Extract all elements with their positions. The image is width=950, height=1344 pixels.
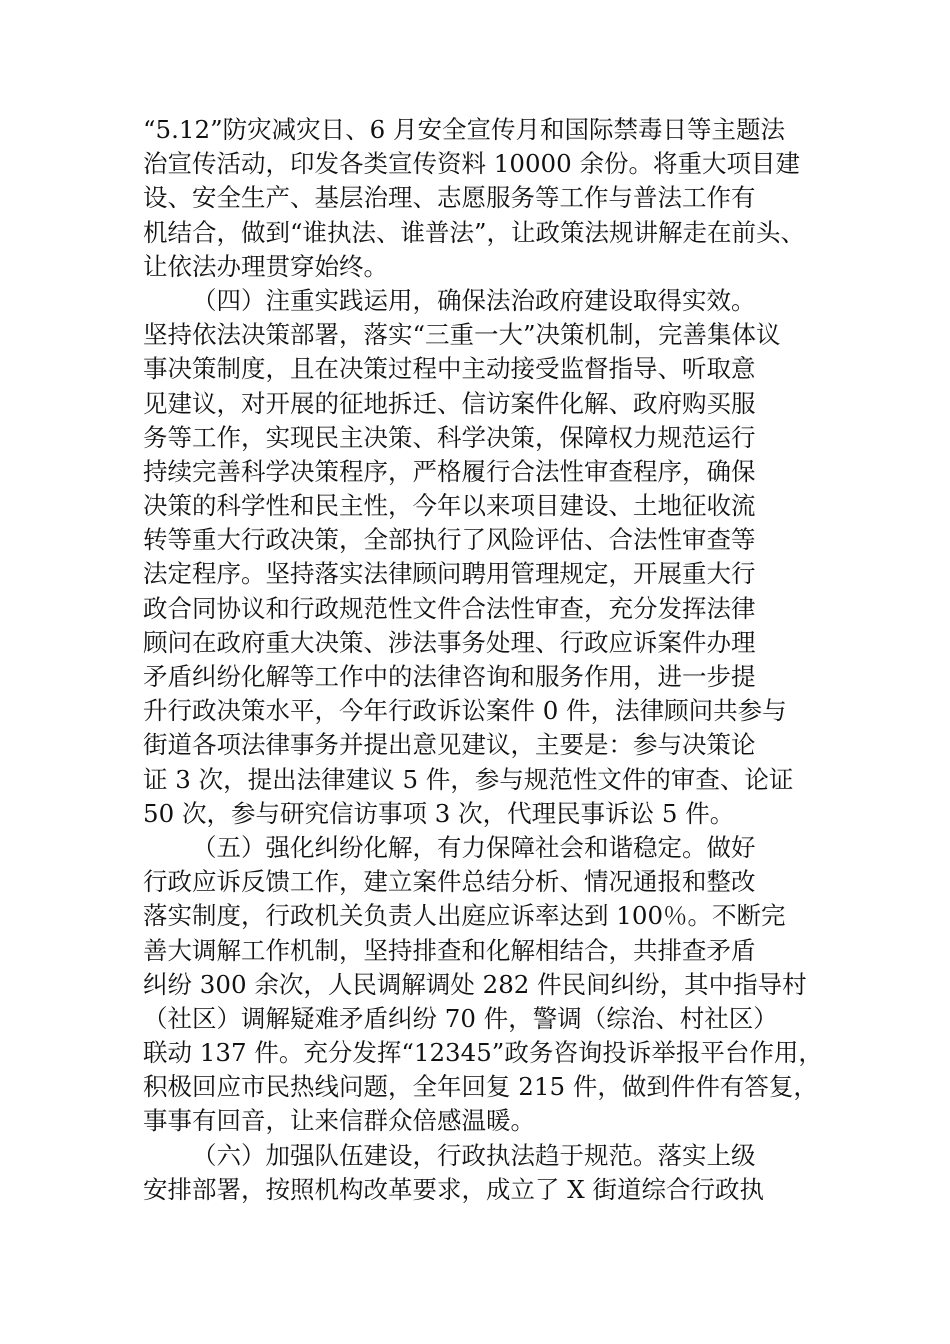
- text-line: 转等重大行政决策，全部执行了风险评估、合法性审查等: [143, 525, 756, 555]
- text-line: 50 次，参与研究信访事项 3 次，代理民事诉讼 5 件。: [143, 798, 735, 828]
- text-line: 安排部署，按照机构改革要求，成立了 X 街道综合行政执: [143, 1174, 765, 1204]
- text-line: 纠纷 300 余次，人民调解调处 282 件民间纠纷，其中指导村: [143, 969, 807, 999]
- text-line: （社区）调解疑难矛盾纠纷 70 件，警调（综治、村社区）: [143, 1003, 778, 1033]
- text-line: 联动 137 件。充分发挥“12345”政务咨询投诉举报平台作用，: [143, 1038, 823, 1068]
- body-text: [143, 113, 843, 1207]
- text-line: 见建议，对开展的征地拆迁、信访案件化解、政府购买服: [143, 388, 756, 418]
- text-line: 法定程序。坚持落实法律顾问聘用管理规定，开展重大行: [143, 559, 756, 589]
- text-line: 证 3 次，提出法律建议 5 件，参与规范性文件的审查、论证: [143, 764, 794, 794]
- text-line: 顾问在政府重大决策、涉法事务处理、行政应诉案件办理: [143, 627, 756, 657]
- text-line: 积极回应市民热线问题，全年回复 215 件，做到件件有答复，: [143, 1072, 818, 1102]
- text-line: 机结合，做到“谁执法、谁普法”，让政策法规讲解走在前头、: [143, 217, 806, 247]
- section-heading-five: （五）强化纠纷化解，有力保障社会和谐稳定。做好: [192, 832, 756, 862]
- text-line: 善大调解工作机制，坚持排查和化解相结合，共排查矛盾: [143, 935, 756, 965]
- text-line: 务等工作，实现民主决策、科学决策，保障权力规范运行: [143, 422, 756, 452]
- text-line: 事事有回音，让来信群众倍感温暖。: [143, 1106, 535, 1136]
- text-line: 持续完善科学决策程序，严格履行合法性审查程序，确保: [143, 456, 756, 486]
- text-line: 事决策制度，且在决策过程中主动接受监督指导、听取意: [143, 354, 756, 384]
- text-line: 街道各项法律事务并提出意见建议，主要是：参与决策论: [143, 730, 756, 760]
- section-heading-six: （六）加强队伍建设，行政执法趋于规范。落实上级: [192, 1140, 756, 1170]
- text-line: 行政应诉反馈工作，建立案件总结分析、情况通报和整改: [143, 867, 756, 897]
- text-line: 坚持依法决策部署，落实“三重一大”决策机制，完善集体议: [143, 320, 781, 350]
- text-line: 治宣传活动，印发各类宣传资料 10000 余份。将重大项目建: [143, 149, 801, 179]
- text-line: 落实制度，行政机关负责人出庭应诉率达到 100％。不断完: [143, 901, 786, 931]
- text-line: “5.12”防灾减灾日、6 月安全宣传月和国际禁毒日等主题法: [143, 115, 785, 144]
- text-line: 决策的科学性和民主性，今年以来项目建设、土地征收流: [143, 491, 756, 521]
- text-line: 让依法办理贯穿始终。: [143, 251, 388, 281]
- text-line: 设、安全生产、基层治理、志愿服务等工作与普法工作有: [143, 183, 756, 213]
- text-line: 升行政决策水平，今年行政诉讼案件 0 件，法律顾问共参与: [143, 696, 787, 726]
- text-line: 政合同协议和行政规范性文件合法性审查，充分发挥法律: [143, 593, 756, 623]
- text-line: 矛盾纠纷化解等工作中的法律咨询和服务作用，进一步提: [143, 662, 756, 691]
- section-heading-four: （四）注重实践运用，确保法治政府建设取得实效。: [192, 285, 756, 315]
